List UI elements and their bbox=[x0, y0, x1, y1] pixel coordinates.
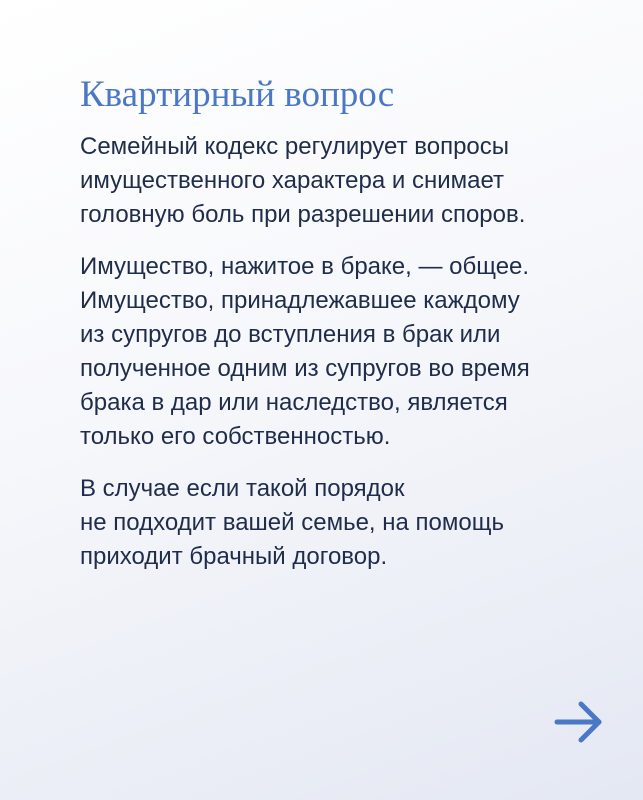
text-line: головную боль при разрешении споров. bbox=[80, 201, 526, 228]
next-slide-button[interactable] bbox=[553, 698, 605, 746]
paragraph-2 bbox=[80, 250, 620, 454]
text-line: имущественного характера и снимает bbox=[80, 167, 505, 194]
text-line: В случае если такой порядок bbox=[80, 475, 405, 502]
text-line: не подходит вашей семье, на помощь bbox=[80, 509, 504, 536]
paragraph-3 bbox=[80, 472, 620, 574]
text-line: только его собственностью. bbox=[80, 423, 391, 450]
text-line: брака в дар или наследство, является bbox=[80, 389, 508, 416]
text-line: Имущество, принадлежавшее каждому bbox=[80, 287, 520, 314]
slide-body bbox=[80, 130, 620, 592]
paragraph-1 bbox=[80, 130, 620, 232]
slide-title: Квартирный вопрос bbox=[80, 74, 395, 115]
text-line: приходит брачный договор. bbox=[80, 543, 388, 570]
text-line: Имущество, нажитое в браке, — общее. bbox=[80, 253, 530, 280]
text-line: из супругов до вступления в брак или bbox=[80, 321, 501, 348]
arrow-right-icon bbox=[553, 698, 605, 746]
text-line: полученное одним из супругов во время bbox=[80, 355, 530, 382]
text-line: Семейный кодекс регулирует вопросы bbox=[80, 133, 510, 160]
